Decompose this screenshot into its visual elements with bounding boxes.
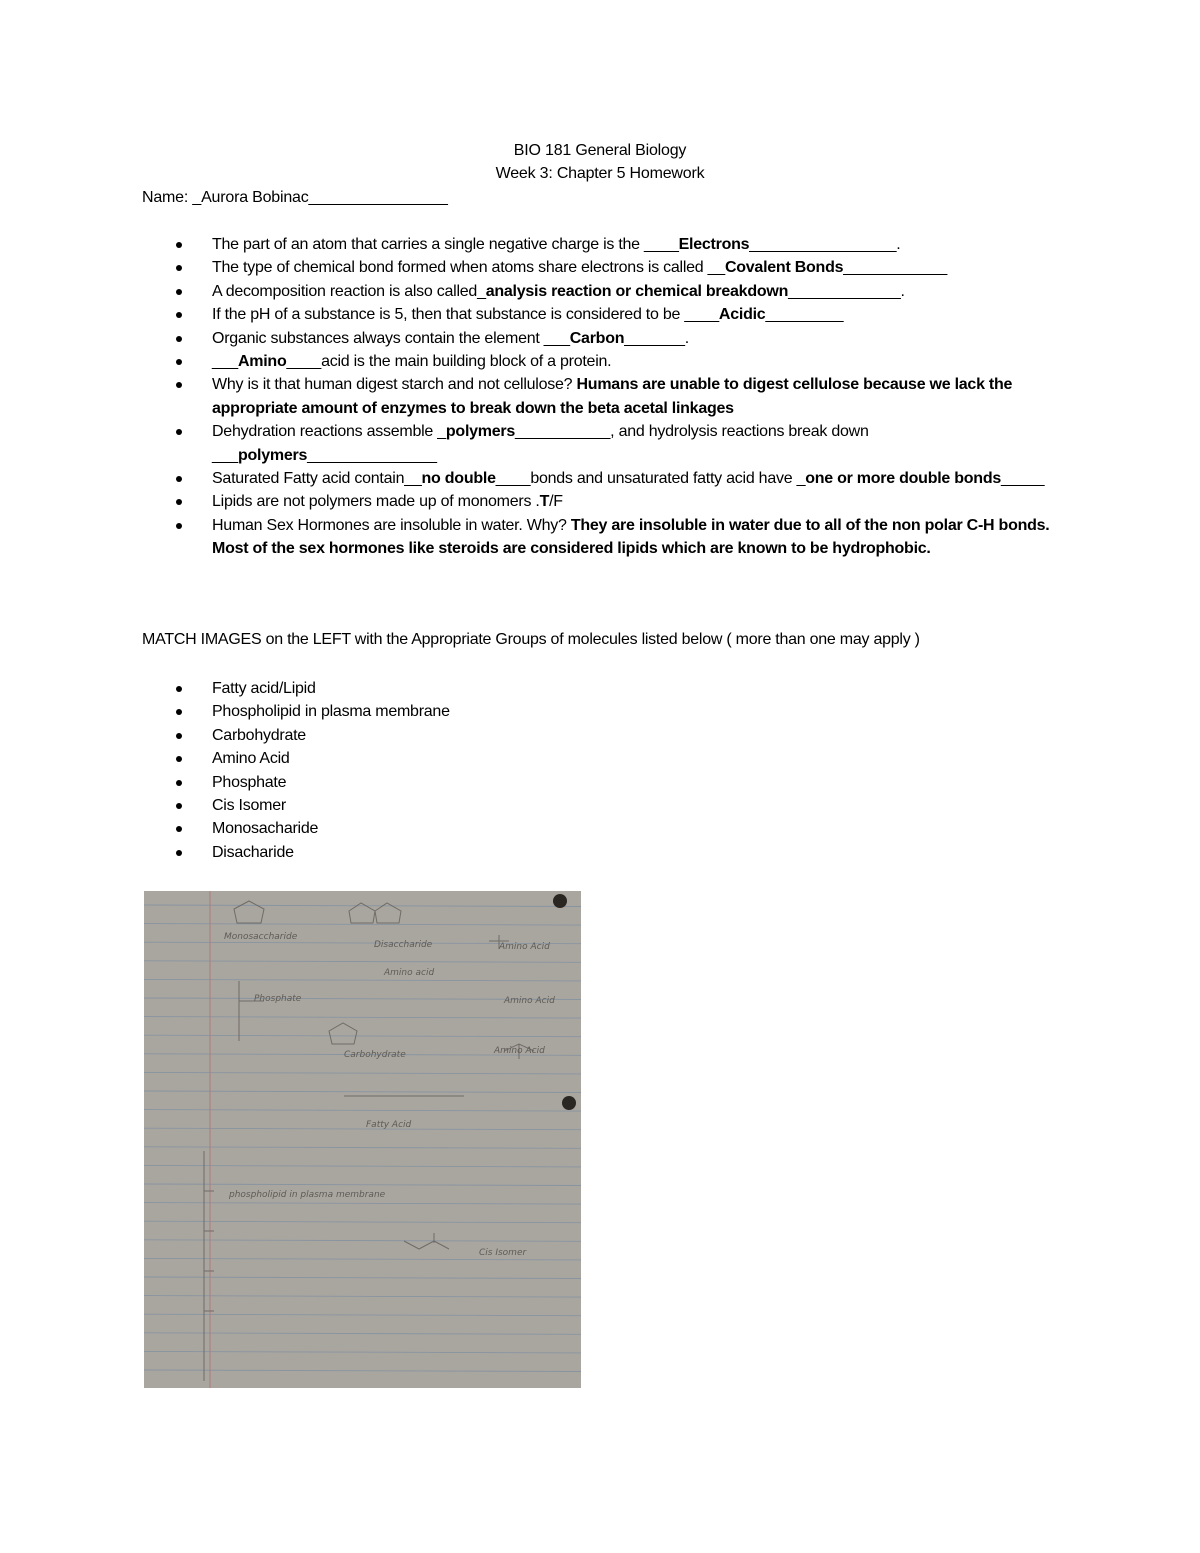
bullet-icon [176,733,182,739]
molecule-group-label: Phosphate [212,773,287,791]
label-phospholipid: phospholipid in plasma membrane [229,1190,386,1200]
binder-hole-middle [562,1096,576,1110]
question-item [142,233,1072,256]
answer-text: Acidic [718,306,766,324]
bullet-icon [176,242,182,248]
bullet-icon [176,780,182,786]
question-text: /F [549,493,563,511]
answer-text: They are insoluble in water due to all of the non polar C-H bonds. Most of the sex hormones like steroids are considered lipids which are known to be hydrophobic. [212,516,1050,558]
question-item [142,303,1072,326]
bullet-icon [176,476,182,482]
molecule-group-label: Fatty acid/Lipid [212,680,316,697]
bullet-icon [176,709,182,715]
molecule-group-item [142,841,450,864]
molecule-group-item [142,677,450,700]
question-text: The type of chemical bond formed when atoms share electrons is called __ [212,259,725,277]
answer-text: polymers [237,446,308,464]
question-text: ____________ [843,259,948,277]
bullet-icon [176,336,182,342]
bullet-icon [176,499,182,505]
answer-text: Electrons [678,236,750,253]
answer-text: no double [421,470,496,488]
bullet-icon [176,803,182,809]
question-text: _______________ [307,446,437,464]
molecule-group-label: Carbohydrate [212,726,306,744]
bullet-icon [176,289,182,295]
label-phosphate: Phosphate [254,994,302,1004]
molecule-group-item [142,724,450,747]
answer-text: Amino [237,353,287,371]
label-fatty-acid: Fatty Acid [366,1120,412,1130]
question-text: _____________. [788,282,905,300]
label-amino-acid-1: Amino acid [384,968,435,978]
molecule-group-item [142,700,450,723]
molecule-group-label: Amino Acid [212,750,290,768]
question-item [142,490,1072,513]
question-item [142,327,1072,350]
molecule-group-label: Disacharide [212,843,294,861]
student-name-line: Name: _Aurora Bobinac________________ [142,189,448,206]
question-text: Dehydration reactions assemble _ [212,423,446,441]
label-disaccharide: Disaccharide [374,940,433,950]
molecule-group-label: Phospholipid in plasma membrane [212,703,450,721]
answer-text: Carbon [569,329,625,347]
bullet-icon [176,523,182,529]
question-text: Saturated Fatty acid contain__ [212,470,422,488]
bullet-icon [176,359,182,365]
molecule-group-item [142,747,450,770]
question-text: ___________, and hydrolysis reactions break down ___ [212,423,869,464]
question-item [142,467,1072,490]
question-text: Organic substances always contain the element ___ [212,329,570,347]
question-item [142,420,1072,467]
question-text: ___ [212,353,238,371]
question-text: _________ [765,306,844,324]
bullet-icon [176,826,182,832]
label-amino-acid-3: Amino Acid [504,996,555,1006]
question-item [142,373,1072,420]
molecule-group-item [142,771,450,794]
label-amino-acid-4: Amino Acid [494,1046,545,1056]
molecule-group-label: Monosacharide [212,820,319,838]
binder-hole-top [553,894,567,908]
question-text: ____bonds and unsaturated fatty acid have _ [495,470,806,488]
molecule-group-label: Cis Isomer [212,797,286,815]
bullet-icon [176,382,182,388]
question-text: The part of an atom that carries a single negative charge is the ____ [212,236,679,253]
answer-text: Covalent Bonds [724,259,844,277]
question-item [142,256,1072,279]
bullet-icon [176,312,182,318]
question-text: Lipids are not polymers made up of monomers . [212,493,540,511]
question-text: A decomposition reaction is also called_ [212,282,486,300]
question-text: _______. [624,329,689,347]
bullet-icon [176,429,182,435]
question-text: ____acid is the main building block of a protein. [286,353,612,371]
label-monosaccharide: Monosaccharide [224,932,298,942]
handwritten-notes-photo [144,891,581,1388]
question-text: If the pH of a substance is 5, then that substance is considered to be ____ [212,306,719,324]
match-instruction: MATCH IMAGES on the LEFT with the Appropriate Groups of molecules listed below ( more than one may apply ) [142,631,920,648]
bullet-icon [176,850,182,856]
question-text: _________________. [749,236,901,253]
answer-text: Humans are unable to digest cellulose because we lack the appropriate amount of enzymes to break down the beta acetal linkages [212,376,1013,417]
bullet-icon [176,265,182,271]
label-cis-isomer: Cis Isomer [479,1248,527,1258]
molecule-group-item [142,794,450,817]
answer-text: T [539,493,550,511]
answer-text: analysis reaction or chemical breakdown [485,282,789,300]
bullet-icon [176,756,182,762]
answer-text: one or more double bonds [805,470,1001,488]
course-title: BIO 181 General Biology [513,142,687,159]
molecule-group-item [142,817,450,840]
label-carbohydrate: Carbohydrate [344,1050,406,1060]
question-item [142,514,1072,561]
question-text: Human Sex Hormones are insoluble in water. Why? [212,516,571,534]
molecule-group-list [142,677,450,864]
bullet-icon [176,686,182,692]
assignment-subtitle: Week 3: Chapter 5 Homework [495,165,705,182]
question-list [142,233,1072,561]
question-item [142,280,1072,303]
question-item [142,350,1072,373]
label-amino-acid-2: Amino Acid [499,942,550,952]
question-text: _____ [1001,470,1045,488]
question-text: Why is it that human digest starch and not cellulose? [212,376,577,394]
answer-text: polymers [445,423,516,441]
